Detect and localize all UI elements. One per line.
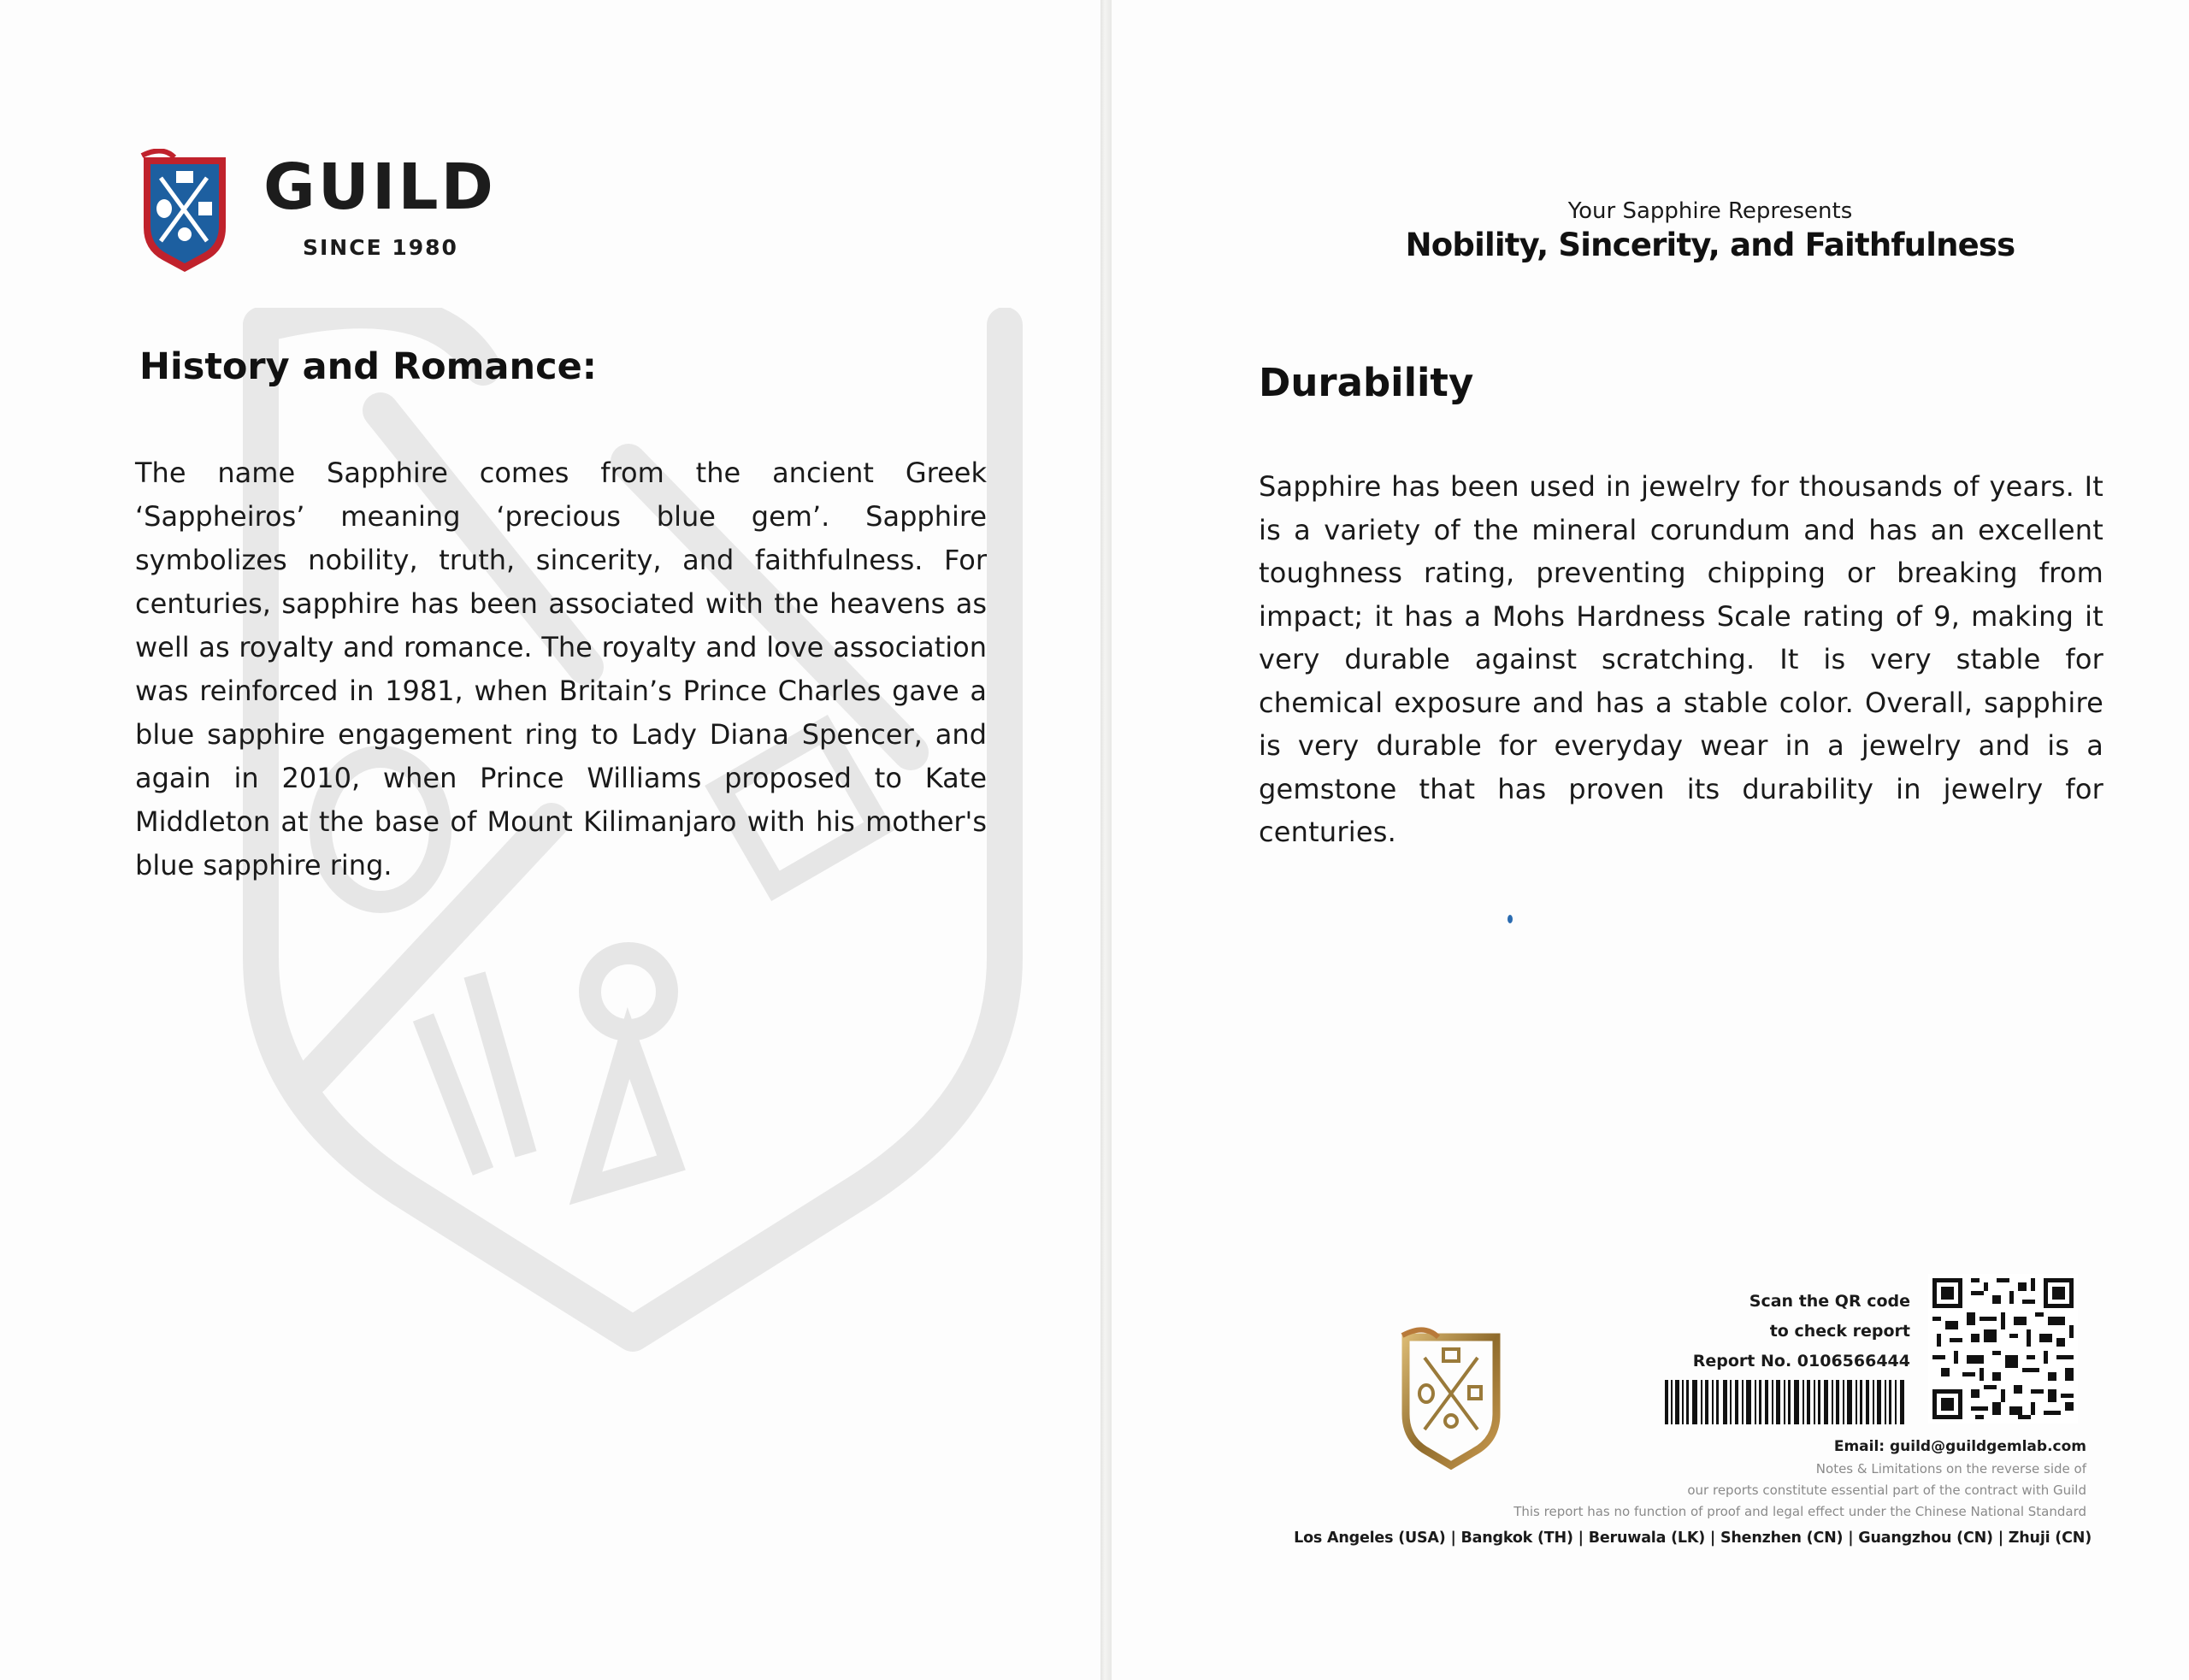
scan-line-2: to check report xyxy=(1769,1322,1910,1341)
guild-brand xyxy=(137,144,513,280)
represents-label: Your Sapphire Represents xyxy=(1567,198,1853,224)
represents-block xyxy=(1385,198,2035,266)
barcode-icon xyxy=(1665,1380,1904,1424)
qr-code-icon[interactable] xyxy=(1928,1274,2078,1424)
note-line-3: This report has no function of proof and legal effect under the Chinese National Standard xyxy=(1513,1504,2086,1519)
history-body: The name Sapphire comes from the ancient Greek ‘Sappheiros’ meaning ‘precious blue gem’. Sapphire symbolizes nobility, truth, sincerity, and faithfulness. For centuries, sapphire has been associated with the heavens as well as royalty and romance. The royalty and love association was reinforced in 1981, when Britain’s Prince Charles gave a blue sapphire engagement ring to Lady Diana Spencer, and again in 2010, when Prince Williams proposed to Kate Middleton at the base of Mount Kilimanjaro with his mother's blue sapphire ring. xyxy=(135,457,987,881)
brand-name: GUILD xyxy=(263,150,496,224)
contact-email[interactable]: Email: guild@guildgemlab.com xyxy=(1833,1438,2086,1455)
qr-instructions xyxy=(1662,1287,1910,1376)
note-line-2: our reports constitute essential part of the contract with Guild xyxy=(1687,1483,2086,1498)
note-line-1: Notes & Limitations on the reverse side of xyxy=(1815,1461,2086,1477)
scan-line-1: Scan the QR code xyxy=(1749,1292,1910,1311)
lab-locations: Los Angeles (USA) | Bangkok (TH) | Beruwala (LK) | Shenzhen (CN) | Guangzhou (CN) | Zhuji (CN) xyxy=(1294,1530,2092,1547)
guild-crest-icon xyxy=(137,149,233,275)
history-heading: History and Romance: xyxy=(139,345,597,388)
durability-body: Sapphire has been used in jewelry for thousands of years. It is a variety of the mineral corundum and has an excellent toughness rating, preventing chipping or breaking from impact; it has a Mohs Hardness Scale rating of 9, making it very durable against scratching. It is very stable for chemical exposure and has a stable color. Overall, sapphire is very durable for everyday wear in a jewelry and is a gemstone that has proven its durability in jewelry for centuries. xyxy=(1259,470,2103,848)
durability-heading: Durability xyxy=(1259,360,1474,405)
brand-since: SINCE 1980 xyxy=(303,235,458,260)
ink-speck xyxy=(1508,915,1513,923)
legal-notes xyxy=(1231,1435,2086,1523)
page-fold xyxy=(1100,0,1112,1680)
represents-values: Nobility, Sincerity, and Faithfulness xyxy=(1405,227,2015,264)
report-number: Report No. 0106566444 xyxy=(1692,1352,1910,1371)
